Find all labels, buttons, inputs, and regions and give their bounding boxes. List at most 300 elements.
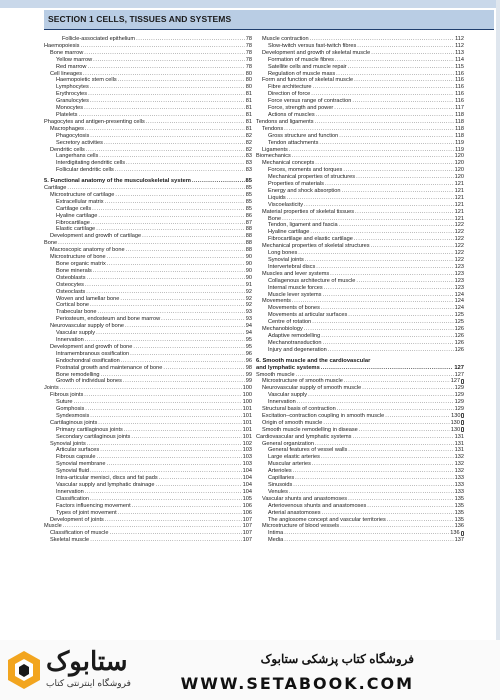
toc-page-number: 88 xyxy=(245,247,252,254)
dot-leader xyxy=(296,372,454,379)
dot-leader xyxy=(131,434,241,441)
toc-page-number: 122 xyxy=(454,222,464,229)
toc-entry-title: Excitation–contraction coupling in smooth muscle xyxy=(262,412,385,419)
toc-entry[interactable] xyxy=(256,57,464,64)
dot-leader xyxy=(85,126,245,133)
section-title: SECTION 1 CELLS, TISSUES AND SYSTEMS xyxy=(48,14,232,24)
toc-entry[interactable] xyxy=(256,510,464,517)
toc-entry[interactable] xyxy=(44,199,252,206)
toc-entry[interactable] xyxy=(256,523,464,530)
toc-entry[interactable] xyxy=(44,323,252,330)
toc-entry[interactable] xyxy=(256,378,464,385)
toc-entry[interactable] xyxy=(44,254,252,261)
toc-page-number: 127 xyxy=(454,371,464,378)
dot-leader xyxy=(90,496,242,503)
toc-entry[interactable] xyxy=(44,316,252,323)
toc-entry-title: Sinusoids xyxy=(268,482,293,488)
dot-leader xyxy=(289,147,454,154)
toc-entry[interactable] xyxy=(44,482,252,489)
toc-page-number: 125 xyxy=(454,312,464,319)
toc-entry[interactable] xyxy=(256,392,464,399)
toc-entry[interactable] xyxy=(44,399,252,406)
toc-entry[interactable] xyxy=(256,216,464,223)
dot-leader xyxy=(87,64,244,71)
dot-leader xyxy=(96,226,245,233)
dot-leader xyxy=(344,378,450,385)
dot-leader xyxy=(295,475,454,482)
toc-entry-title: Muscle contraction xyxy=(262,36,309,42)
toc-chapter-heading[interactable] xyxy=(256,358,464,365)
toc-page-number: 94 xyxy=(245,323,252,330)
toc-entry[interactable] xyxy=(44,275,252,282)
toc-entry[interactable] xyxy=(44,98,252,105)
toc-entry[interactable] xyxy=(256,43,464,50)
toc-entry[interactable] xyxy=(256,36,464,43)
toc-entry[interactable] xyxy=(256,285,464,292)
toc-entry[interactable] xyxy=(256,236,464,243)
toc-entry[interactable] xyxy=(44,233,252,240)
toc-entry[interactable] xyxy=(256,222,464,229)
toc-entry[interactable] xyxy=(44,167,252,174)
toc-entry[interactable] xyxy=(256,461,464,468)
toc-entry[interactable] xyxy=(256,319,464,326)
toc-entry[interactable] xyxy=(256,71,464,78)
dot-leader xyxy=(341,188,453,195)
toc-entry[interactable] xyxy=(44,427,252,434)
toc-entry-title: Primary cartilaginous joints xyxy=(56,426,123,433)
toc-entry-title: Langerhans cells xyxy=(56,153,99,160)
toc-entry-title: Large elastic arteries xyxy=(268,454,320,461)
toc-entry[interactable] xyxy=(256,517,464,524)
toc-entry-title: Lymphocytes xyxy=(56,84,89,91)
dot-leader xyxy=(322,510,454,517)
toc-entry-title: Cortical bone xyxy=(56,302,89,309)
toc-entry-title: Mechanobiology xyxy=(262,326,303,333)
toc-entry[interactable] xyxy=(44,475,252,482)
toc-page-number: 101 xyxy=(242,406,252,413)
toc-entry[interactable] xyxy=(256,264,464,271)
toc-entry[interactable] xyxy=(44,434,252,441)
toc-page-number: 124 xyxy=(454,298,464,305)
dot-leader xyxy=(315,119,455,126)
toc-entry[interactable] xyxy=(256,98,464,105)
toc-entry[interactable] xyxy=(44,406,252,413)
toc-entry-title: Development and growth of bone xyxy=(50,343,133,350)
toc-entry[interactable] xyxy=(44,489,252,496)
toc-entry[interactable] xyxy=(44,247,252,254)
toc-entry[interactable] xyxy=(256,312,464,319)
dot-leader xyxy=(357,43,454,50)
toc-entry-title: Actions of muscles xyxy=(268,111,315,118)
dot-leader xyxy=(310,229,453,236)
toc-entry[interactable] xyxy=(256,84,464,91)
toc-entry[interactable] xyxy=(256,420,464,427)
toc-entry[interactable] xyxy=(256,147,464,154)
toc-entry[interactable] xyxy=(256,160,464,167)
logo-wordmark: ستابوک xyxy=(46,646,128,676)
dot-leader xyxy=(99,153,244,160)
dot-leader xyxy=(340,523,454,530)
dot-leader xyxy=(319,140,454,147)
toc-page-number: 107 xyxy=(242,516,252,523)
toc-page-number: 120 xyxy=(454,153,464,160)
toc-page-number: 129 xyxy=(454,399,464,406)
toc-entry[interactable] xyxy=(44,43,252,50)
toc-entry[interactable] xyxy=(256,174,464,181)
toc-page-number: 92 xyxy=(245,288,252,295)
toc-entry-title: Intima xyxy=(268,530,284,537)
toc-entry[interactable] xyxy=(44,289,252,296)
toc-entry[interactable] xyxy=(44,112,252,119)
toc-entry-title: Macrophages xyxy=(50,125,84,132)
toc-page-number: 135 xyxy=(454,495,464,502)
toc-entry[interactable] xyxy=(256,347,464,354)
toc-entry-title: Dendritic cells xyxy=(50,146,85,153)
toc-page-number: 122 xyxy=(454,236,464,243)
dot-leader xyxy=(121,358,245,365)
dot-leader xyxy=(93,57,245,64)
toc-page-number: 115 xyxy=(455,63,464,70)
toc-entry[interactable] xyxy=(256,482,464,489)
toc-page-number: 116 xyxy=(455,77,464,84)
toc-entry-title: Phagocytes and antigen-presenting cells xyxy=(44,118,145,125)
toc-entry[interactable] xyxy=(256,119,464,126)
toc-entry[interactable] xyxy=(256,298,464,305)
toc-entry[interactable] xyxy=(44,510,252,517)
toc-entry[interactable] xyxy=(44,206,252,213)
toc-page-number: 85 xyxy=(245,198,252,205)
dot-leader xyxy=(98,420,241,427)
toc-entry-title: Red marrow xyxy=(56,63,87,70)
toc-entry[interactable] xyxy=(256,489,464,496)
toc-entry[interactable] xyxy=(256,105,464,112)
dot-leader xyxy=(163,365,244,372)
toc-entry[interactable] xyxy=(44,330,252,337)
toc-page-number: 106 xyxy=(242,509,252,516)
toc-entry[interactable] xyxy=(44,447,252,454)
logo-tagline: فروشگاه اینترنتی کتاب xyxy=(46,678,131,688)
toc-page-number: 92 xyxy=(245,302,252,309)
toc-entry[interactable] xyxy=(44,64,252,71)
toc-entry-title: Smooth muscle remodelling in disease xyxy=(262,426,358,433)
toc-entry[interactable] xyxy=(256,195,464,202)
toc-entry[interactable] xyxy=(256,503,464,510)
toc-page-number: 116 xyxy=(455,98,464,105)
toc-entry-title: Direction of force xyxy=(268,91,311,98)
toc-entry[interactable] xyxy=(256,475,464,482)
toc-entry-title: Synovial membrane xyxy=(56,461,106,468)
toc-page-number: 81 xyxy=(245,118,252,125)
dot-leader xyxy=(354,77,454,84)
toc-entry[interactable] xyxy=(44,185,252,192)
toc-entry[interactable] xyxy=(256,441,464,448)
toc-entry[interactable] xyxy=(256,427,464,434)
toc-chapter-heading[interactable] xyxy=(256,365,464,372)
toc-page-number: 136 xyxy=(454,523,464,530)
toc-entry-title: Syndesmosis xyxy=(56,412,90,419)
dot-leader xyxy=(356,278,453,285)
toc-page-number: 130 xyxy=(450,419,460,426)
toc-entry-title: Ligaments xyxy=(262,146,288,153)
dot-leader xyxy=(60,385,242,392)
toc-entry-title: Fibre architecture xyxy=(268,84,312,91)
toc-entry[interactable] xyxy=(44,126,252,133)
dot-leader xyxy=(335,57,454,64)
toc-entry[interactable] xyxy=(44,133,252,140)
toc-entry-title: Skeletal muscle xyxy=(50,537,90,544)
top-color-band xyxy=(0,0,500,8)
toc-page-number: 85 xyxy=(245,205,252,212)
toc-entry[interactable] xyxy=(44,372,252,379)
dot-leader xyxy=(159,475,242,482)
dot-leader xyxy=(63,523,242,530)
toc-entry[interactable] xyxy=(256,454,464,461)
toc-entry[interactable] xyxy=(256,406,464,413)
dot-leader xyxy=(126,247,245,254)
toc-page-number: 94 xyxy=(245,330,252,337)
toc-entry[interactable] xyxy=(44,220,252,227)
toc-entry[interactable] xyxy=(44,282,252,289)
dot-leader xyxy=(105,199,245,206)
toc-entry[interactable] xyxy=(256,50,464,57)
toc-entry[interactable] xyxy=(44,36,252,43)
toc-entry[interactable] xyxy=(44,140,252,147)
toc-entry[interactable] xyxy=(256,292,464,299)
toc-page-number: 81 xyxy=(245,98,252,105)
toc-entry[interactable] xyxy=(256,434,464,441)
toc-page-number: 121 xyxy=(454,208,464,215)
toc-page-number: 101 xyxy=(242,419,252,426)
toc-entry[interactable] xyxy=(44,192,252,199)
toc-entry[interactable] xyxy=(44,240,252,247)
toc-entry[interactable] xyxy=(256,112,464,119)
dot-leader xyxy=(130,351,245,358)
toc-page-number: 93 xyxy=(245,309,252,316)
toc-entry[interactable] xyxy=(44,385,252,392)
toc-entry-title: Internal muscle forces xyxy=(268,284,323,291)
dot-leader xyxy=(323,420,449,427)
toc-entry-title: Innervation xyxy=(56,488,84,495)
toc-entry[interactable] xyxy=(256,126,464,133)
toc-entry[interactable] xyxy=(44,309,252,316)
toc-entry[interactable] xyxy=(256,243,464,250)
toc-entry[interactable] xyxy=(44,420,252,427)
dot-leader xyxy=(98,309,245,316)
toc-entry[interactable] xyxy=(44,213,252,220)
toc-page-number: 100 xyxy=(242,399,252,406)
toc-entry[interactable] xyxy=(44,454,252,461)
toc-entry[interactable] xyxy=(256,399,464,406)
toc-entry[interactable] xyxy=(256,537,464,544)
dot-leader xyxy=(352,434,453,441)
toc-entry[interactable] xyxy=(44,84,252,91)
toc-page-number: 95 xyxy=(245,336,252,343)
dot-leader xyxy=(311,91,454,98)
toc-entry-title: Microstructure of blood vessels xyxy=(262,523,340,530)
toc-entry[interactable] xyxy=(44,517,252,524)
toc-entry-title: Media xyxy=(268,537,284,544)
toc-entry-title: Form and function of skeletal muscle xyxy=(262,77,354,84)
toc-page-number: 119 xyxy=(455,139,464,146)
dot-leader xyxy=(321,333,453,340)
toc-entry[interactable] xyxy=(44,268,252,275)
toc-entry-title: Smooth muscle xyxy=(256,371,295,378)
toc-entry-title: Material properties of skeletal tissues xyxy=(262,208,355,215)
toc-entry[interactable] xyxy=(256,271,464,278)
toc-entry[interactable] xyxy=(44,503,252,510)
toc-entry-title: Synovial fluid xyxy=(56,468,89,475)
toc-entry[interactable] xyxy=(256,229,464,236)
toc-entry-title: The angiosome concept and vascular territories xyxy=(268,516,386,523)
online-content-icon xyxy=(461,420,464,425)
dot-leader xyxy=(86,289,245,296)
toc-entry-title: Biomechanics xyxy=(256,153,291,160)
dot-leader xyxy=(106,461,241,468)
toc-entry[interactable] xyxy=(256,305,464,312)
toc-entry[interactable] xyxy=(44,296,252,303)
dot-leader xyxy=(310,36,454,43)
dot-leader xyxy=(100,447,241,454)
toc-entry[interactable] xyxy=(44,57,252,64)
toc-page-number: 100 xyxy=(242,385,252,392)
toc-entry[interactable] xyxy=(44,50,252,57)
toc-entry[interactable] xyxy=(44,71,252,78)
toc-entry[interactable] xyxy=(44,461,252,468)
toc-page-number: 118 xyxy=(455,125,464,132)
toc-entry[interactable] xyxy=(44,468,252,475)
toc-entry[interactable] xyxy=(256,333,464,340)
toc-entry[interactable] xyxy=(256,167,464,174)
toc-entry[interactable] xyxy=(256,257,464,264)
toc-entry[interactable] xyxy=(256,181,464,188)
toc-entry[interactable] xyxy=(256,413,464,420)
toc-entry[interactable] xyxy=(44,351,252,358)
toc-entry[interactable] xyxy=(256,209,464,216)
toc-entry[interactable] xyxy=(44,496,252,503)
toc-entry[interactable] xyxy=(256,202,464,209)
toc-entry[interactable] xyxy=(256,278,464,285)
toc-entry[interactable] xyxy=(44,105,252,112)
toc-page-number: 107 xyxy=(242,537,252,544)
toc-entry[interactable] xyxy=(44,441,252,448)
toc-entry-title: Viscoelasticity xyxy=(268,201,304,208)
toc-entry[interactable] xyxy=(44,337,252,344)
toc-entry[interactable] xyxy=(256,372,464,379)
toc-entry[interactable] xyxy=(44,153,252,160)
dot-leader xyxy=(325,181,454,188)
dot-leader xyxy=(293,482,453,489)
dot-leader xyxy=(192,178,245,185)
toc-entry[interactable] xyxy=(256,340,464,347)
dot-leader xyxy=(118,510,242,517)
toc-page-number: 85 xyxy=(245,185,252,192)
toc-entry[interactable] xyxy=(256,385,464,392)
toc-entry[interactable] xyxy=(44,344,252,351)
toc-entry[interactable] xyxy=(44,392,252,399)
toc-entry[interactable] xyxy=(256,250,464,257)
toc-entry[interactable] xyxy=(256,77,464,84)
toc-entry-title: Vascular supply xyxy=(56,330,96,337)
toc-entry[interactable] xyxy=(256,326,464,333)
toc-entry[interactable] xyxy=(256,133,464,140)
toc-entry[interactable] xyxy=(44,91,252,98)
toc-entry[interactable] xyxy=(256,530,464,537)
toc-entry[interactable] xyxy=(44,119,252,126)
toc-page-number: 132 xyxy=(454,468,464,475)
toc-entry-title: Yellow marrow xyxy=(56,56,93,63)
toc-page-number: 107 xyxy=(242,530,252,537)
toc-entry[interactable] xyxy=(44,226,252,233)
toc-page-number: 95 xyxy=(245,343,252,350)
toc-page-number: 78 xyxy=(245,56,252,63)
toc-entry[interactable] xyxy=(44,413,252,420)
toc-page-number: 126 xyxy=(454,339,464,346)
dot-leader xyxy=(67,185,244,192)
toc-entry[interactable] xyxy=(256,447,464,454)
toc-entry-title: Platelets xyxy=(56,111,78,118)
toc-entry-title: 6. Smooth muscle and the cardiovascular xyxy=(256,357,371,364)
toc-entry[interactable] xyxy=(44,147,252,154)
toc-entry[interactable] xyxy=(256,468,464,475)
toc-page-number: 80 xyxy=(245,84,252,91)
dot-leader xyxy=(348,447,453,454)
toc-page-number: 98 xyxy=(245,364,252,371)
toc-entry[interactable] xyxy=(256,153,464,160)
toc-page-number: 120 xyxy=(454,174,464,181)
dot-leader xyxy=(312,461,454,468)
toc-page-number: 113 xyxy=(455,49,464,56)
toc-entry-title: Growth of individual bones xyxy=(56,378,122,385)
toc-page-number: 129 xyxy=(454,392,464,399)
toc-entry[interactable] xyxy=(256,64,464,71)
toc-entry[interactable] xyxy=(44,77,252,84)
toc-entry-title: Joints xyxy=(44,385,59,392)
toc-page-number: 133 xyxy=(454,475,464,482)
toc-entry-title: Bone remodelling xyxy=(56,371,100,378)
toc-entry[interactable] xyxy=(44,160,252,167)
toc-entry[interactable] xyxy=(44,302,252,309)
toc-page-number: 103 xyxy=(242,454,252,461)
toc-entry-title: Fibrous capsule xyxy=(56,454,96,461)
toc-entry[interactable] xyxy=(44,523,252,530)
shop-url-link[interactable]: WWW.SETABOOK.COM xyxy=(180,674,414,693)
toc-entry[interactable] xyxy=(44,261,252,268)
toc-entry[interactable] xyxy=(44,358,252,365)
toc-entry[interactable] xyxy=(44,530,252,537)
toc-entry[interactable] xyxy=(256,140,464,147)
toc-entry[interactable] xyxy=(256,496,464,503)
toc-page-number: 126 xyxy=(454,326,464,333)
dot-leader xyxy=(78,112,244,119)
toc-entry-title: Trabecular bone xyxy=(56,309,97,316)
dot-leader xyxy=(155,482,241,489)
toc-entry[interactable] xyxy=(44,378,252,385)
toc-entry[interactable] xyxy=(256,188,464,195)
toc-page-number: 130 xyxy=(451,412,461,419)
toc-entry[interactable] xyxy=(256,91,464,98)
toc-entry[interactable] xyxy=(44,537,252,544)
toc-chapter-heading[interactable] xyxy=(44,178,252,185)
toc-page-number: 121 xyxy=(454,181,464,188)
toc-entry-title: Classification of muscle xyxy=(50,530,109,537)
toc-entry-title: Collagenous architecture of muscle xyxy=(268,277,356,284)
toc-page-number: 127 xyxy=(454,364,464,371)
dot-leader xyxy=(118,77,245,84)
dot-leader xyxy=(330,271,454,278)
toc-entry[interactable] xyxy=(44,365,252,372)
toc-page-number: 83 xyxy=(245,160,252,167)
dot-leader xyxy=(371,243,454,250)
